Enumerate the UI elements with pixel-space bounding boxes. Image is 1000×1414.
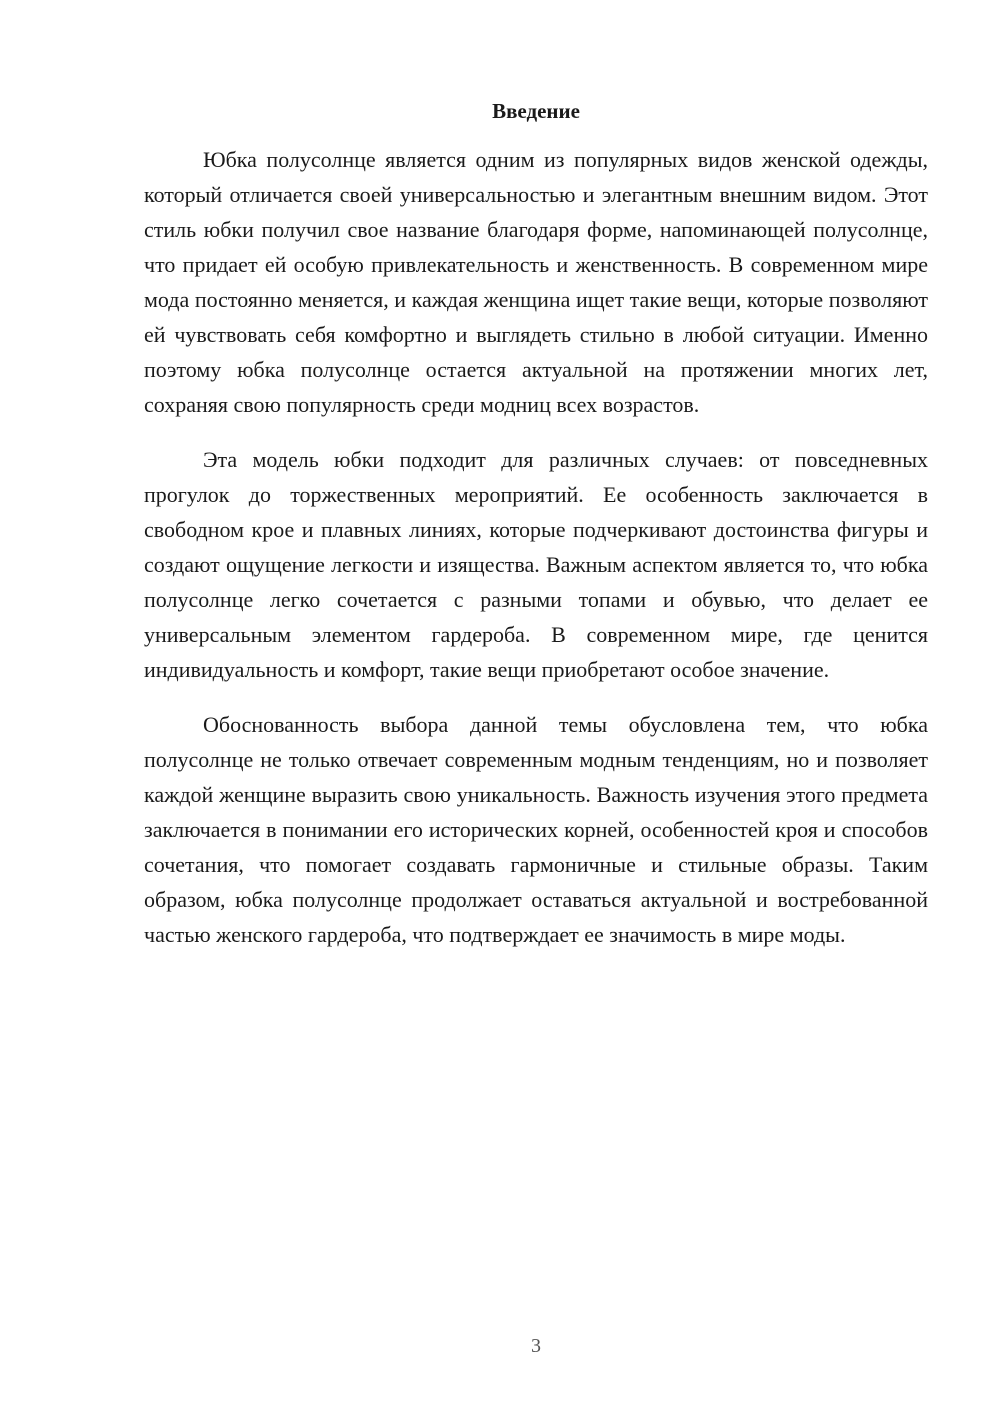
- body-text: [144, 142, 928, 972]
- paragraph: Эта модель юбки подходит для различных случаев: от повседневных прогулок до торжественных мероприятий. Ее особенность заключается в свободном крое и плавных линиях, которые подчеркивают достоинства фигуры и создают ощущение легкости и изящества. Важным аспектом является то, что юбка полусолнце легко сочетается с разными топами и обувью, что делает ее универсальным элементом гардероба. В современном мире, где ценится индивидуальность и комфорт, такие вещи приобретают особое значение.: [144, 447, 928, 682]
- paragraph: Юбка полусолнце является одним из популярных видов женской одежды, который отличается своей универсальностью и элегантным внешним видом. Этот стиль юбки получил свое название благодаря форме, напоминающей полусолнце, что придает ей особую привлекательность и женственность. В современном мире мода постоянно меняется, и каждая женщина ищет такие вещи, которые позволяют ей чувствовать себя комфортно и выглядеть стильно в любой ситуации. Именно поэтому юбка полусолнце остается актуальной на протяжении многих лет, сохраняя свою популярность среди модниц всех возрастов.: [144, 147, 928, 417]
- section-heading: Введение: [492, 99, 580, 123]
- page-number: 3: [531, 1335, 541, 1357]
- paragraph: Обоснованность выбора данной темы обусловлена тем, что юбка полусолнце не только отвечает современным модным тенденциям, но и позволяет каждой женщине выразить свою уникальность. Важность изучения этого предмета заключается в понимании его исторических корней, особенностей кроя и способов сочетания, что помогает создавать гармоничные и стильные образы. Таким образом, юбка полусолнце продолжает оставаться актуальной и востребованной частью женского гардероба, что подтверждает ее значимость в мире моды.: [144, 712, 928, 947]
